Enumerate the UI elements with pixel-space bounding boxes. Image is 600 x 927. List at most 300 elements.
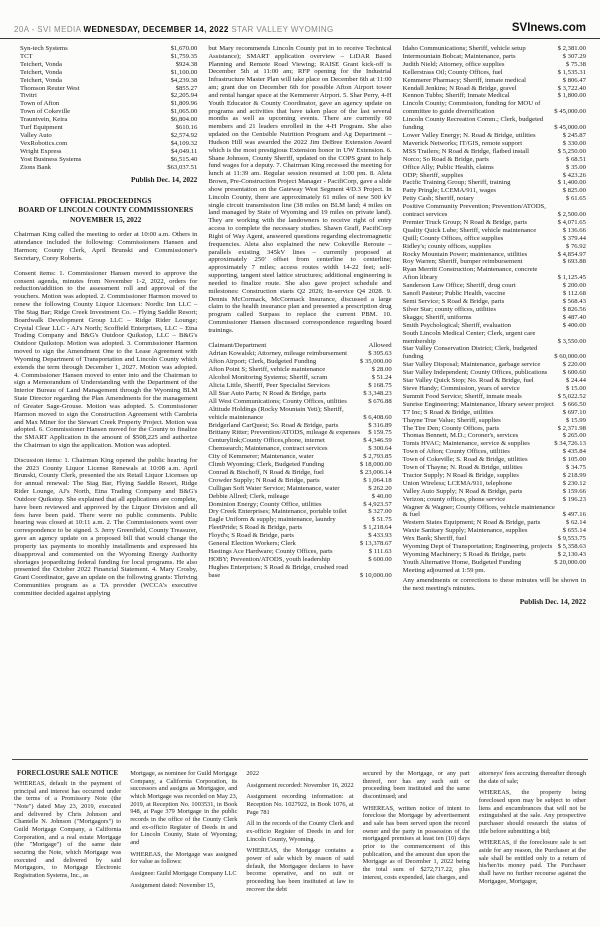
claimants-header — [208, 342, 391, 351]
claimant-name: Crowder Supply; N Road & Bridge, parts — [208, 476, 320, 484]
claimant-row — [403, 203, 586, 219]
vendor-row — [14, 100, 197, 108]
claimant-row — [403, 425, 586, 433]
claimant-name: Alcohol Monitoring Systems; Sheriff, scram — [208, 374, 328, 382]
vendor-amount: $2,574.92 — [170, 131, 198, 139]
claimant-name: Eagle Uniform & supply; maintenance, laundry — [208, 516, 336, 524]
claimant-name: Premier Truck Group; N Road & Bridge, parts — [402, 218, 528, 226]
claimant-row — [403, 432, 586, 440]
claimant-name: Lower Valley Energy; N. Road & Bridge, utilities — [402, 131, 536, 139]
body-paragraph: Consent items: 1. Commissioner Hansen moved to approve the consent agenda, minutes from November 1-2, 2022, orders for reduction/addition to the assessment roll and approval of the vouchers. Motion was adopted. 2. Commissioner Harmon moved to renew the following County Liquor Licenses: Nordic Inn LLC – The Stag Bar; Ridge Creek Investment Co. – Flying Saddle Resort; Boardwalk Development Group LLC – Ridge Rider Lounge; Crystal Clear LLC - AJ's North; Scoffield Enterprises, LLC – Etna Trading Company and B&G's Outdoor Quikstop, LLC – B&G's Outdoor Quikstop. Motion was adopted. 3. Commissioner Harmon moved to sign the Amendment One to the Lease Agreement with Wyoming Department of Transportation and Lincoln County which extends the term through December 1, 2027. Motion was adopted. 4. Commissioner Hansen moved to enter into and the Chairman to sign a Memorandum of Understanding with the Department of the Interior Bureau of Land Management through the Wyoming BLM State Director regarding the Plan Amendments for the management of Greater Sage-Grouse. Motion was adopted. 5. Commissioner Harmon moved to sign the Construction Agreement with Cambria and Max Miner for the Stewart Creek Property Project. Motion was adopted. 6. Commissioner Hansen moved for the County to finalize the SMART Application in the amount of $508,225 and authorize the Chairman to sign the application. Motion was adopted. — [14, 269, 198, 449]
claimant-amount: $ 379.44 — [562, 234, 586, 242]
claimant-amount: $ 327.00 — [368, 508, 392, 516]
claimant-amount: $ 9,553.75 — [557, 535, 586, 543]
claimant-row — [403, 172, 586, 180]
claimant-row — [208, 429, 391, 437]
claimant-name: Brittany Ritter; Prevention/ATODS, mileage & expenses — [208, 429, 361, 437]
claimant-name: Tomis HVAC; Maintenance, service & supplies — [402, 440, 530, 448]
claimant-amount: $ 4,854.97 — [557, 250, 586, 258]
vendor-name: Thomson Reuter West — [20, 84, 80, 92]
claimants-header-label: Claimant/Department — [208, 341, 267, 349]
foreclosure-paragraph: WHEREAS, the Mortgage contains a power of sale which by reason of said default, the Mortgagee declares to have become operative, and no suit or proceeding has been instituted at law to recover the debt — [246, 847, 354, 893]
claimant-row — [208, 501, 391, 509]
claimant-row — [403, 282, 586, 290]
vendor-row — [14, 45, 197, 53]
claimant-amount: $ 1,535.31 — [557, 68, 586, 76]
foreclosure-title: FORECLOSURE SALE NOTICE — [17, 770, 119, 777]
claimant-row — [403, 314, 586, 322]
claimant-amount: $ 15.00 — [565, 384, 586, 392]
claimant-amount: $ 1,400.00 — [557, 179, 586, 187]
vendor-name: Teichert, Vonda — [20, 60, 62, 68]
claimant-row — [403, 61, 586, 69]
claimant-amount: $ 196.23 — [562, 495, 586, 503]
claimant-amount: $ 51.24 — [371, 374, 392, 382]
claimant-row — [403, 116, 586, 132]
claimant-row — [208, 350, 391, 358]
claimant-amount: $ 1,800.00 — [557, 92, 586, 100]
claimant-name: Steve Handy; Commission, years of service — [402, 384, 520, 392]
claimant-amount: $ 45,000.00 — [554, 124, 586, 132]
claimant-row — [403, 235, 586, 243]
claimant-row — [208, 398, 391, 406]
claimant-amount: $ 245.87 — [562, 131, 586, 139]
claimant-name: Office Ally; Public Health, claims — [402, 163, 494, 171]
claimant-row — [208, 524, 391, 532]
claimant-row — [403, 361, 586, 369]
claimant-name: Maverick Networks; IT/GIS, remote support — [402, 139, 523, 147]
claimant-name: Western States Equipment; N Road & Bridge, parts — [402, 519, 541, 527]
foreclosure-column-4 — [363, 770, 470, 927]
claimant-amount: $ 159.66 — [562, 487, 586, 495]
claimant-amount: $ 61.65 — [565, 195, 586, 203]
claimant-row — [403, 401, 586, 409]
claimant-amount: $ 24.44 — [565, 377, 586, 385]
claimant-name: Dry Creek Enterprises; Maintenance, portable toilet — [208, 508, 347, 516]
location-label: STAR VALLEY WYOMING — [231, 25, 334, 34]
claimant-amount: $ 230.12 — [562, 479, 586, 487]
claimant-name: Climb Wyoming; Clerk, Budgeted Funding — [208, 461, 325, 469]
section-divider — [12, 759, 588, 760]
claimant-amount: $ 600.60 — [562, 369, 586, 377]
claimant-name: Norco; So Road & Bridge, parts — [402, 155, 489, 163]
vendor-amount: $4,239.38 — [170, 76, 198, 84]
claimant-name: Verizon; county offices, phone service — [402, 495, 506, 503]
claimant-name: Town of Thayne; N. Road & Bridge, utilities — [402, 464, 523, 472]
claimant-row — [208, 548, 391, 556]
claimant-row — [403, 306, 586, 314]
claimant-row — [403, 527, 586, 535]
proceedings-column-2 — [208, 45, 391, 755]
claimant-amount: $ 35,000.00 — [359, 358, 392, 366]
claimant-amount: $ 3,550.00 — [557, 337, 586, 345]
claimant-row — [403, 243, 586, 251]
claimant-name: All Star Auto Parts; N Road & Bridge, parts — [208, 389, 327, 397]
claimant-row — [403, 140, 586, 148]
claimant-amount: $ 395.63 — [368, 350, 392, 358]
claimant-amount: $ 666.50 — [562, 400, 586, 408]
claimant-amount: $ 1,125.45 — [557, 274, 586, 282]
claimant-name: Thayne True Value; Sheriff, supplies — [402, 416, 501, 424]
claimant-name: Tractor Supply; N Road & Bridge, supplies — [402, 471, 519, 479]
claimant-row — [208, 508, 391, 516]
claimant-amount: $ 6,408.60 — [363, 413, 392, 421]
vendor-amount: $1,759.35 — [170, 52, 198, 60]
claimant-amount: $ 423.26 — [562, 171, 586, 179]
claimant-row — [208, 516, 391, 524]
claimant-row — [403, 298, 586, 306]
claimant-name: Petty Cash; Sheriff, notary — [402, 195, 474, 203]
page-number-label: 20A - SVI MEDIA — [14, 25, 81, 34]
proceedings-title-block — [14, 196, 197, 226]
vendor-name: TCT — [20, 52, 33, 60]
claimant-amount: $ 13,378.67 — [359, 540, 392, 548]
claimant-name: Lincoln County; Commission, funding for MOU of committee to guide diversification — [402, 100, 541, 116]
claimant-name: Thomas Bennett, M.D.; Coroner's, services — [402, 432, 519, 440]
vendor-row — [14, 69, 197, 77]
vendor-amount: $1,065.00 — [170, 108, 198, 116]
claimant-name: Skaggs; Sheriff, uniforms — [402, 313, 472, 321]
claimant-amount: $ 2,130.43 — [557, 551, 586, 558]
claimant-row — [403, 551, 586, 559]
claimant-amount: $ 112.68 — [562, 290, 586, 298]
vendor-name: Teichert, Vonda — [20, 68, 62, 76]
claimant-name: Waxie Sanitary Supply; Maintenance, supplies — [402, 527, 528, 535]
claimant-row — [208, 532, 391, 540]
claimant-amount: $ 307.29 — [562, 52, 586, 60]
claimant-row — [208, 406, 391, 422]
claimant-row — [403, 472, 586, 480]
claimant-name: Judith Nield; Attorney, office supplies — [402, 60, 505, 68]
claimant-amount: $ 3,722.40 — [557, 84, 586, 92]
claimant-name: Chemsearch; Maintenance, contract services — [208, 445, 328, 453]
foreclosure-paragraph: WHEREAS, if the foreclosure sale is set aside for any reason, the Purchaser at the sale shall be entitled only to a return of his/her/its money paid. The Purchaser shall have no further recourse against the Mortgagee, Mortgagor, — [478, 839, 587, 885]
claimant-amount: $ 4,071.65 — [557, 218, 586, 226]
claimant-amount: $ 75.38 — [565, 60, 586, 68]
claimant-row — [403, 148, 586, 156]
vendor-name: Trauntvein, Keira — [20, 116, 68, 124]
foreclosure-column-5 — [479, 770, 586, 927]
claimant-name: Star Valley Disposal; Maintenance, garbage service — [402, 361, 541, 369]
claimant-row — [403, 330, 586, 346]
claimant-name: Kellerstrass Oil; County Offices, fuel — [402, 68, 503, 76]
body-paragraph: Chairman King called the meeting to order at 10:00 a.m. Others in attendance included the following: Commissioners Hansen and Harmon; County Clerk, April Brunski and Commissioner's Secretary, Corey Roberts. — [14, 231, 198, 262]
claimant-name: Ryan Merritt Construction; Maintenance, concrete Afton library — [402, 266, 538, 282]
claimant-row — [403, 266, 586, 282]
claimant-row — [208, 493, 391, 501]
claimant-amount: $ 62.14 — [565, 519, 586, 527]
claimant-amount: $ 2,793.85 — [363, 453, 392, 461]
vendor-amount: $1,670.00 — [170, 45, 198, 52]
vendor-name: Wright Express — [20, 147, 62, 155]
claimant-amount: $ 28.00 — [371, 366, 392, 374]
claimant-name: Culligan Soft Water Service; Maintenance, water — [208, 484, 340, 492]
claimant-name: Altitude Holdings (Rocky Mountain Yeti); Sheriff, vehicle maintenance — [208, 405, 344, 421]
claimant-row — [403, 187, 586, 195]
proceedings-section — [0, 39, 600, 755]
vendor-amount: $4,049.11 — [170, 147, 198, 155]
vendor-amount: $1,809.96 — [170, 100, 198, 108]
claimant-amount: $ 568.43 — [562, 298, 586, 305]
claimants-header-value: Allowed — [368, 341, 392, 349]
foreclosure-paragraph: All in the records of the County Clerk and ex-officio Register of Deeds in and for Lincoln County, Wyoming. — [246, 820, 354, 843]
foreclosure-column-3 — [246, 770, 353, 927]
claimant-row — [403, 464, 586, 472]
claimant-list-col3 — [403, 45, 586, 567]
claimant-name: T7 Inc; S Road & Bridge, utilities — [402, 408, 494, 416]
claimant-row — [403, 535, 586, 543]
claimant-row — [403, 385, 586, 393]
vendor-amount: $1,100.00 — [170, 68, 198, 76]
claimant-name: Town of Afton; County Offices, utilities — [402, 448, 510, 456]
claimant-row — [403, 417, 586, 425]
claimant-row — [208, 477, 391, 485]
foreclosure-paragraph: WHEREAS, the Mortgage was assigned for value as follows: — [130, 850, 238, 866]
claimant-name: Youth Alternative Home, Budgeted Funding — [402, 558, 522, 566]
vendor-row — [14, 164, 197, 172]
proceedings-date: NOVEMBER 15, 2022 — [70, 215, 142, 225]
claimant-name: Hughes Enterprises; S Road & Bridge, crushed road base — [208, 563, 348, 579]
vendor-row — [14, 108, 197, 116]
foreclosure-paragraph: attorneys' fees accruing thereafter through the date of sale; — [478, 770, 587, 785]
claimant-name: Kemmerer Pharmacy; Sheriff, inmate medical — [402, 76, 527, 84]
vendor-name: Teichert, Vonda — [20, 76, 62, 84]
claimant-row — [208, 540, 391, 548]
claimant-name: Afton Airport; Clerk, Budgeted Funding — [208, 358, 317, 366]
vendor-name: Yost Business Systems — [20, 155, 82, 163]
foreclosure-section — [0, 764, 600, 927]
claimant-name: Kendall Jenkins; N Road & Bridge, gravel — [402, 84, 517, 92]
claimant-row — [208, 461, 391, 469]
vendor-row — [14, 61, 197, 69]
claimant-amount: $ 676.88 — [368, 397, 392, 405]
claimant-amount: $ 3,348.23 — [363, 389, 392, 397]
vendor-name: Syn-tech Systems — [20, 45, 68, 52]
claimant-name: Dominion Energy; County Office, utilities — [208, 500, 322, 508]
vendor-amount: $63,037.51 — [167, 163, 198, 171]
claimant-name: Town of Cokeville; S. Road & Bridge, utilities — [402, 456, 528, 464]
claimant-amount: $ 159.75 — [368, 429, 392, 437]
closing-remarks — [403, 567, 586, 593]
vendor-amount: $924.38 — [175, 60, 198, 68]
claimant-row — [208, 437, 391, 445]
closing-line: Any amendments or corrections to these minutes will be shown in the next meeting's minutes. — [402, 576, 586, 592]
claimant-row — [403, 456, 586, 464]
foreclosure-paragraph: secured by the Mortgage, or any part thereof, nor has any such suit or proceeding been instituted and the same discontinued; and — [362, 770, 470, 801]
claimant-amount: $ 45,000.00 — [554, 108, 586, 116]
claimant-row — [403, 251, 586, 259]
vendor-row — [14, 77, 197, 85]
vendor-amount: $6,515.40 — [170, 155, 198, 163]
claimant-amount: $ 693.88 — [562, 258, 586, 266]
claimant-row — [403, 519, 586, 527]
page-header — [0, 0, 600, 39]
claimant-row — [403, 480, 586, 488]
claimant-name: Alicia Little, Sheriff, Peer Specialist Services — [208, 381, 330, 389]
claimant-amount: $ 487.40 — [562, 313, 586, 321]
vendor-amount: $2,205.94 — [170, 92, 198, 100]
claimant-row — [403, 227, 586, 235]
claimant-amount: $ 68.51 — [565, 155, 586, 163]
claimant-row — [208, 366, 391, 374]
claimant-row — [403, 543, 586, 551]
claimant-name: Valley Auto Supply; N Road & Bridge, parts — [402, 487, 523, 495]
claimant-row — [403, 393, 586, 401]
proceedings-body-col1 — [14, 231, 197, 597]
foreclosure-paragraph: Mortgage, as nominee for Guild Mortgage Company, a California Corporation, its successors and assigns as Mortgagee, and which Mortgage was recorded on May 23, 2019, at Reception No. 1003531, in Book 948, at Page 379 Mortgage in the public records in the office of the County Clerk and ex-officio Register of Deeds in and for Lincoln County, State of Wyoming; and — [130, 770, 238, 847]
claimant-name: Wyoming Machinery; S Road & Bridge, parts — [402, 551, 526, 558]
claimant-amount: $ 20,000.00 — [554, 558, 586, 566]
vendor-amount: $855.27 — [175, 84, 198, 92]
vendor-name: Zions Bank — [20, 163, 52, 171]
claimant-amount: $ 4,923.57 — [363, 500, 392, 508]
foreclosure-paragraph: WHEREAS, default in the payment of principal and interest has occurred under the terms of a Promissory Note (the "Note") dated May 23, 2019, executed and delivered by Chris Johnson and Chantelle N. Johnson ("Mortgagors") to Guild Mortgage Company, a California Corporation, and a real estate Mortgage (the "Mortgage") of the same date securing the Note, which Mortgage was executed and delivered by said Mortgagors, to Mortgage Electronic Registration Systems, Inc., as — [14, 780, 122, 880]
claimant-amount: $ 1,064.18 — [363, 476, 392, 484]
claimant-amount: $ 826.56 — [562, 305, 586, 313]
claimant-amount: $ 330.00 — [562, 139, 586, 147]
claimant-row — [403, 92, 586, 100]
claimant-amount: $ 316.89 — [368, 421, 392, 429]
claimant-amount: $ 435.84 — [562, 448, 586, 456]
vendor-name: Tivitri — [20, 92, 37, 100]
proceedings-subtitle: BOARD OF LINCOLN COUNTY COMMISSIONERS — [18, 205, 194, 215]
claimant-name: HOBY; Prevention/ATODS, youth leadership — [208, 555, 331, 563]
claimant-amount: $ 4,346.59 — [363, 437, 392, 445]
claimant-amount: $ 35.00 — [565, 163, 586, 171]
claimant-row — [403, 369, 586, 377]
claimant-name: Summit Food Service; Sheriff, inmate meals — [402, 392, 522, 400]
vendor-list — [14, 45, 197, 172]
claimant-amount: $ 806.47 — [562, 76, 586, 84]
claimant-row — [403, 195, 586, 203]
claimant-name: Kennon Tubbs; Sheriff; Inmate Medical — [402, 92, 510, 100]
body-paragraph: but Mary recommends Lincoln County put in to receive Technical Assistance); SMART application overview – LiDAR Based Planning and Remote Road Viewing; RAISE Grant kick-off is December 5th at 11:00 am; RFP opening for the Industrial Infrastructure Master Plan will take place on December 6th at 11:00 am; grant due on December 6th for possible Afton Airport tower and rental hangar space at the Kemmerer Airport. 5. Shar Perry, 4-H Youth Educator & County Coordinator, gave an agency update on programs and activities that have taken place of the last several months as well as upcoming events. There are currently 60 members and 21 leaders enrolled in the 4-H Program. She also updated on the Centsible Nutrition Program and Ag Department – Hudson Hill was awarded the 2022 Jim DeBree Extension Award which is the most prestigious Extension honor in UW Extension. 6. Shane Johnson, County Sheriff, updated on the COPS grant to help fund wages for a deputy. 7. Chairman King recessed the meeting for lunch at 11:39 am. Regular session resumed at 1:00 pm. 8. Aleta Brown, Pre-Construction Project Manager - PacifiCorp, gave a slide show presentation on the Gateway West Segment 4/D.3 Project. In Lincoln County, there are approximately 61 miles of new 500 kV single circuit transmission line (38 miles on BLM land; 4 miles on land managed by State of Wyoming and 19 miles on private land). They are working with the landowners to receive right of entry access to complete the necessary studies. Shawn Graff, PacifiCorp Right of Way Agent, answered questions regarding electromagnetic frequencies. Aleta also explained the new Cokeville Reroute – parallels existing 345kV lines – currently proposed at approximately 250' offset from centerline to centerline; approximately 7 miles; access routes width 14-22 feet; self-supporting, tangent steel lattice structures; additional engineering is needed to finalize route. She also gave project schedule and milestones: Construction starts Q2 2026; In-service Q4 2028. 9. Dennis McCormack, McCormack Insurance, discussed a large claim to the health insurance plan and presented a prescription drug program called Surpass to replace the current PBM. 10. Commissioner Hansen discussed correspondence regarding board trainings. — [208, 45, 392, 334]
claimant-name: Wex Bank; Sheriff, fuel — [402, 535, 467, 543]
vendor-row — [14, 92, 197, 100]
claimant-name: South Lincoln Medical Center; Clerk, urgent care membership — [402, 329, 536, 345]
claimant-row — [403, 45, 586, 53]
foreclosure-paragraph: WHEREAS, the property being foreclosed upon may be subject to other liens and encumbrances that will not be extinguished at the sale. Any prospective purchaser should research the status of title before submitting a bid; — [478, 789, 587, 835]
claimant-row — [208, 445, 391, 453]
claimant-amount: $ 300.64 — [368, 445, 392, 453]
claimant-name: Pacific Training Group; Sheriff, training — [402, 179, 511, 187]
claimant-amount: $ 76.92 — [565, 242, 586, 250]
claimant-name: Bridgerland CarQuest; So. Road & Bridge, parts — [208, 421, 339, 429]
claimant-row — [403, 77, 586, 85]
claimant-amount: $ 433.93 — [368, 532, 392, 540]
claimant-name: Star Valley Conservation District; Clerk, budgeted funding — [402, 345, 538, 361]
claimant-name: ODP; Sheriff, supplies — [402, 171, 464, 179]
claimant-list-col2 — [208, 350, 391, 579]
claimant-amount: $ 2,500.00 — [557, 211, 586, 219]
claimant-name: Ridley's; county offices, supplies — [402, 242, 492, 250]
claimant-amount: $ 105.00 — [562, 456, 586, 464]
claimant-name: Quality Quick Lube; Sheriff, vehicle maintenance — [402, 226, 537, 234]
claimant-row — [403, 377, 586, 385]
claimant-amount: $ 34,726.13 — [554, 440, 586, 448]
claimant-row — [208, 374, 391, 382]
claimant-amount: $ 34.75 — [565, 464, 586, 472]
claimant-amount: $ 18,000.00 — [359, 461, 392, 469]
claimant-amount: $ 5,022.52 — [557, 392, 586, 400]
claimant-name: Smith Psychological; Sheriff, evaluation — [402, 321, 512, 329]
claimant-amount: $ 220.00 — [562, 361, 586, 369]
proceedings-column-3 — [403, 45, 586, 755]
claimant-name: MSS Trailers; N Road & Bridge, flatbed install — [402, 147, 529, 155]
claimant-name: Lincoln County Recreation Comm.; Clerk, budgeted funding — [402, 116, 544, 132]
proceedings-title: OFFICIAL PROCEEDINGS — [59, 195, 152, 205]
claimant-name: Sanderson Law Office; Sheriff, drug court — [402, 282, 516, 290]
publish-date-line-2: Publish Dec. 14, 2022 — [519, 596, 586, 606]
claimant-row — [403, 156, 586, 164]
claimant-name: Centurylink;County Offices,phone, internet — [208, 437, 325, 445]
vendor-row — [14, 116, 197, 124]
claimant-row — [208, 556, 391, 564]
vendor-row — [14, 85, 197, 93]
vendor-name: Town of Cokeville — [20, 108, 71, 116]
claimant-name: Union Wireless; LCEMA/911, telephone — [402, 479, 512, 487]
closing-line: Meeting adjourned at 1:59 pm. — [402, 566, 486, 574]
claimant-row — [208, 564, 391, 580]
claimant-amount: $ 2,371.98 — [557, 424, 586, 432]
claimant-name: Sanofi Pasteur; Public Health, vaccine — [402, 290, 506, 298]
claimant-row — [403, 345, 586, 361]
claimant-name: Floyd's; S Road & Bridge, parts — [208, 532, 294, 540]
claimant-row — [208, 358, 391, 366]
body-paragraph: Discussion items: 1. Chairman King opened the public hearing for the 2023 County Liquor License Renewals at 10:08 a.m. April Brunski, County Clerk, presented the six Retail Liquor Licenses up for annual renewal: The Stag Bar, Flying Saddle Resort, Ridge Rider Lounge, AJ's North, Etna Trading Company and B&G's Outdoor Quikstop. She explained that all applications are complete, have been reviewed and approved by the Liquor Division and all fees have been paid. There were no public comments. Public hearing was closed at 10:11 a.m. 2. The Commissioners went over correspondence to be signed. 3. Jerry Greenfield, County Treasurer, gave an agency update on a proposed bill that would change the property tax payments to monthly installments and expressed his disapproval and commented on the Wyoming Energy Authority shortages jeopardizing federal funding for local programs. He also presented the October 2022 Financial Statement. 4. Mary Crosby, Grant Coordinator, gave an update on the following grants: Thriving Communities program as a TA provider (WCCA's executive committee decided against applying — [14, 456, 198, 597]
claimant-name: Conrad & Bischoff, N Road & Bridge, fuel — [208, 468, 324, 476]
foreclosure-paragraph: WHEREAS, written notice of intent to foreclose the Mortgage by advertisement and sale has been served upon the record owner and the party in possession of the mortgaged premises at least ten (10) days prior to the commencement of this publication, and the amount due upon the Mortgage as of December 1, 2022 being the total sum of $272,717.22, plus interest, costs expended, late charges, and — [362, 804, 470, 881]
claimant-name: Sunrise Engineering; Maintenance, library sewer project — [402, 400, 554, 408]
vendor-name: Turf Equipment — [20, 124, 63, 132]
claimant-name: Debbie Allred; Clerk, mileage — [208, 492, 289, 500]
claimant-amount: $ 60,000.00 — [554, 353, 586, 361]
claimant-amount: $ 825.00 — [562, 187, 586, 195]
claimant-amount: $ 600.00 — [368, 555, 392, 563]
vendor-row — [14, 124, 197, 132]
claimant-amount: $ 15.99 — [565, 416, 586, 424]
claimant-row — [403, 496, 586, 504]
claimant-row — [403, 440, 586, 448]
claimant-amount: $ 1,218.64 — [363, 524, 392, 532]
claimant-row — [403, 53, 586, 61]
claimant-name: Wagner & Wagner; County Offices, vehicle maintenance & fuel — [402, 503, 555, 519]
claimant-row — [403, 409, 586, 417]
claimant-name: Roy Warren; Sheriff, bumper reimbursement — [402, 258, 523, 266]
claimant-name: Afton Point S; Sheriff, vehicle maintenance — [208, 366, 326, 374]
claimant-amount: $ 5,250.00 — [557, 147, 586, 155]
claimant-row — [208, 422, 391, 430]
vendor-name: VexRobotics.com — [20, 139, 68, 147]
claimant-amount: $ 51.75 — [371, 516, 392, 524]
claimant-row — [403, 85, 586, 93]
claimant-name: Hastings Ace Hardware; County Offices, parts — [208, 548, 333, 555]
claimant-row — [403, 448, 586, 456]
vendor-row — [14, 156, 197, 164]
claimant-name: Wyoming Dept of Transportation; Engineering, projects — [402, 543, 553, 551]
claimant-amount: $ 23,006.14 — [359, 468, 392, 476]
claimant-amount: $ 5,358.63 — [557, 543, 586, 551]
foreclosure-paragraph: 2022 — [246, 770, 259, 777]
claimant-row — [403, 290, 586, 298]
claimant-row — [403, 100, 586, 116]
claimant-name: Rocky Mountain Power; maintenance, utilities — [402, 250, 528, 258]
claimant-name: Star Valley Independent; County Offices, publications — [402, 369, 548, 377]
vendor-row — [14, 148, 197, 156]
foreclosure-body-col1 — [14, 780, 121, 880]
foreclosure-paragraph: Assignment recording information: at Reception No. 1027922, in Book 1076, at Page 781 — [246, 793, 354, 816]
claimant-amount: $ 655.14 — [562, 527, 586, 535]
